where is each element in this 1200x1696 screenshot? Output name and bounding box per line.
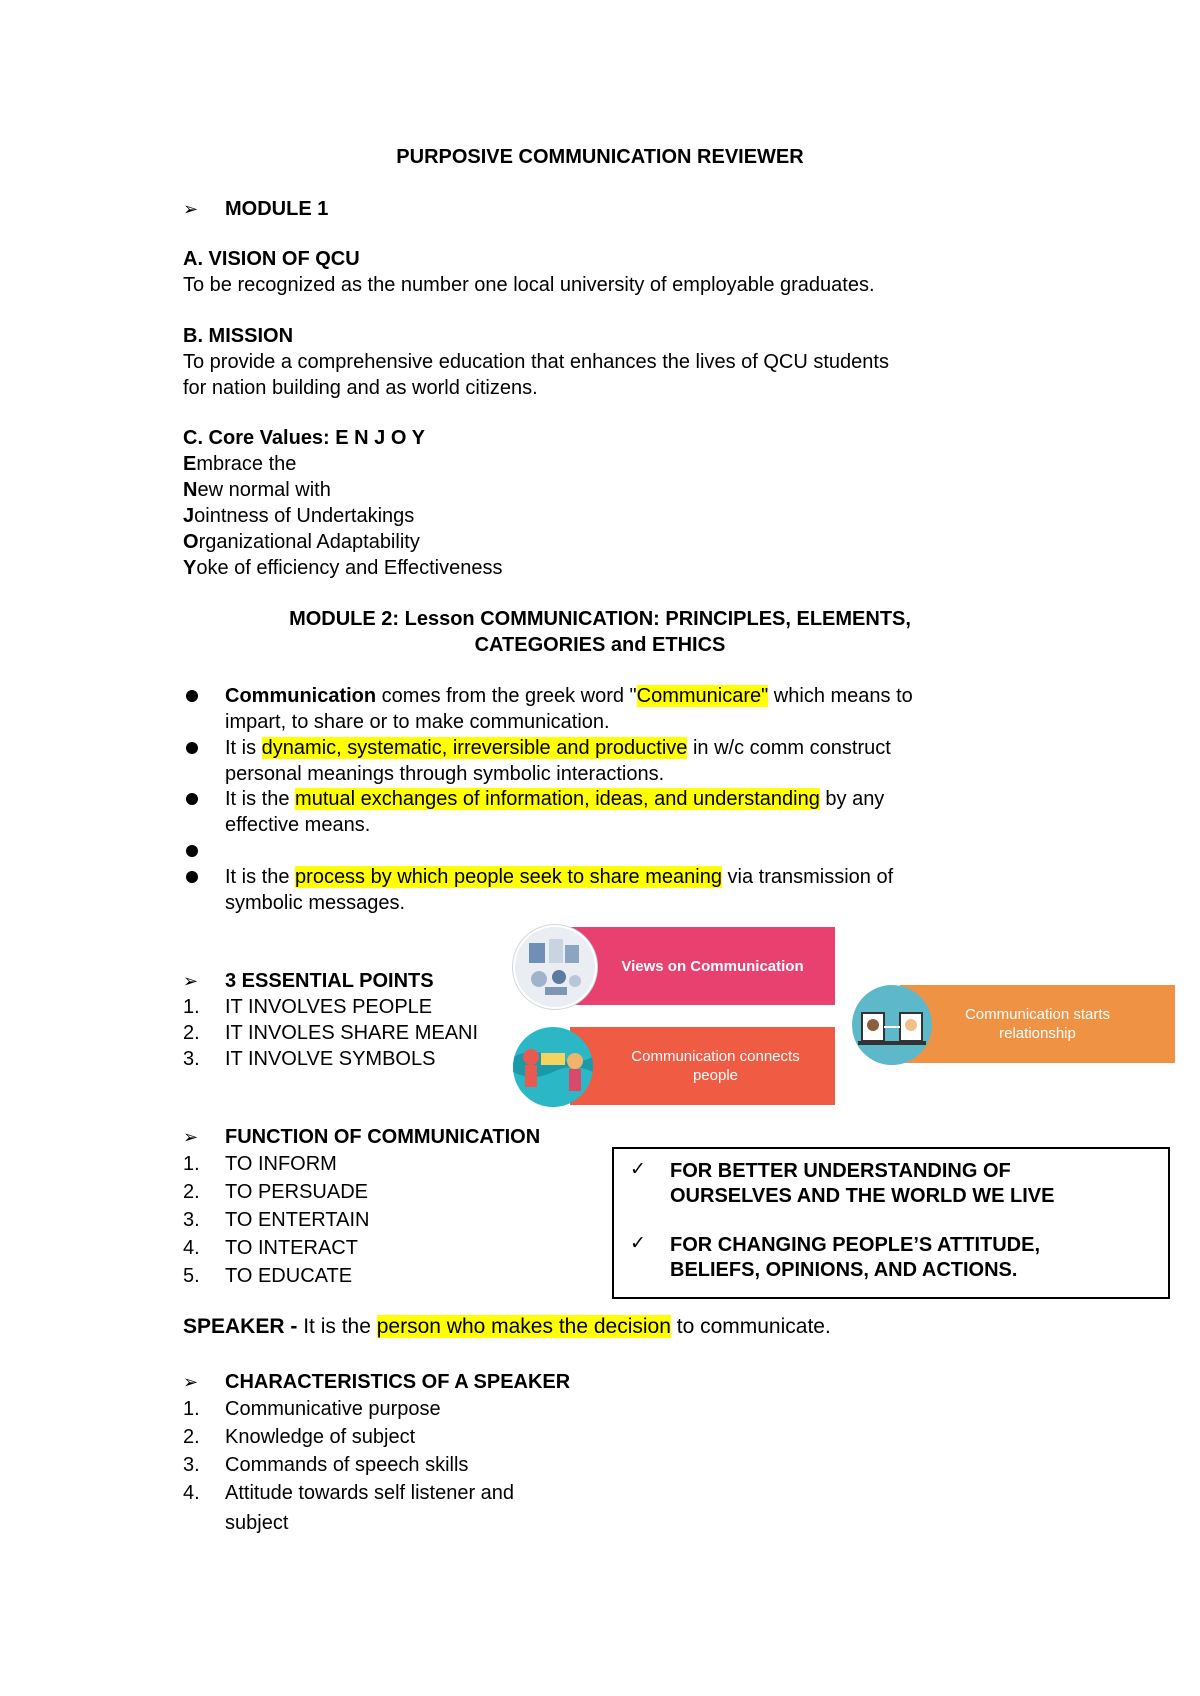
check-item-2-line1: FOR CHANGING PEOPLE’S ATTITUDE, (670, 1234, 1041, 1256)
list-number: 4. (183, 1482, 200, 1504)
mission-heading: B. MISSION (183, 325, 294, 347)
views-illustration-icon (513, 925, 597, 1009)
bullet-process-line1: It is the process by which people seek to share meaning via transmission of (225, 866, 894, 888)
vision-heading: A. VISION OF QCU (183, 248, 360, 270)
function-item: TO PERSUADE (225, 1181, 368, 1203)
list-number: 4. (183, 1237, 200, 1259)
characteristic-item: Knowledge of subject (225, 1426, 416, 1448)
bullet-process-line2: symbolic messages. (225, 892, 406, 914)
arrow-bullet-icon: ➢ (183, 971, 199, 991)
essential-heading: 3 ESSENTIAL POINTS (225, 970, 434, 992)
essential-item: IT INVOLVES PEOPLE (225, 996, 433, 1018)
list-number: 3. (183, 1048, 200, 1070)
connects-illustration-icon (513, 1027, 593, 1107)
bullet-communication-line1: Communication comes from the greek word "Communicare" which means to (225, 685, 913, 707)
bullet-dot-icon (186, 793, 198, 805)
bullet-mutual-line1: It is the mutual exchanges of information, ideas, and understanding by any (225, 788, 885, 810)
core-value-item: Organizational Adaptability (183, 531, 420, 553)
core-value-item: Embrace the (183, 453, 297, 475)
list-number: 1. (183, 1153, 200, 1175)
check-item-1-line2: OURSELVES AND THE WORLD WE LIVE (670, 1185, 1055, 1207)
characteristics-heading: CHARACTERISTICS OF A SPEAKER (225, 1371, 571, 1393)
essential-item: IT INVOLVE SYMBOLS (225, 1048, 436, 1070)
characteristic-item: Communicative purpose (225, 1398, 441, 1420)
bullet-dynamic-line1: It is dynamic, systematic, irreversible and productive in w/c comm construct (225, 737, 891, 759)
module1-heading: MODULE 1 (225, 198, 329, 220)
starts-banner-label: Communication starts relationship (964, 1006, 1111, 1042)
bullet-dot-icon (186, 871, 198, 883)
list-number: 2. (183, 1426, 200, 1448)
function-heading: FUNCTION OF COMMUNICATION (225, 1126, 541, 1148)
vision-text: To be recognized as the number one local university of employable graduates. (183, 274, 875, 296)
speaker-definition: SPEAKER - It is the person who makes the decision to communicate. (183, 1315, 831, 1338)
arrow-bullet-icon: ➢ (183, 1372, 199, 1392)
mission-text-line1: To provide a comprehensive education that enhances the lives of QCU students (183, 351, 889, 373)
connects-banner-label: Communication connects people (631, 1048, 800, 1084)
mission-text-line2: for nation building and as world citizens. (183, 377, 538, 399)
views-banner (570, 927, 835, 1005)
checkmark-icon: ✓ (630, 1233, 646, 1254)
function-item: TO INTERACT (225, 1237, 358, 1259)
characteristic-item: Commands of speech skills (225, 1454, 469, 1476)
starts-banner (900, 985, 1175, 1063)
checkmark-icon: ✓ (630, 1159, 646, 1180)
list-number: 2. (183, 1022, 200, 1044)
starts-illustration-icon (852, 985, 932, 1065)
list-number: 1. (183, 1398, 200, 1420)
bullet-dynamic-line2: personal meanings through symbolic interactions. (225, 763, 665, 785)
page-title: PURPOSIVE COMMUNICATION REVIEWER (396, 146, 804, 168)
connects-banner (570, 1027, 835, 1105)
bullet-communication-line2: impart, to share or to make communication. (225, 711, 610, 733)
list-number: 3. (183, 1209, 200, 1231)
arrow-bullet-icon: ➢ (183, 1127, 199, 1147)
characteristic-item: Attitude towards self listener and (225, 1482, 515, 1504)
list-number: 3. (183, 1454, 200, 1476)
module2-heading-line2: CATEGORIES and ETHICS (474, 634, 726, 656)
check-item-2-line2: BELIEFS, OPINIONS, AND ACTIONS. (670, 1259, 1018, 1281)
core-value-item: New normal with (183, 479, 331, 501)
bullet-dot-icon (186, 690, 198, 702)
list-number: 5. (183, 1265, 200, 1287)
module2-heading-line1: MODULE 2: Lesson COMMUNICATION: PRINCIPLES, ELEMENTS, (289, 608, 911, 630)
function-item: TO EDUCATE (225, 1265, 353, 1287)
bullet-dot-icon (186, 742, 198, 754)
core-values-heading: C. Core Values: E N J O Y (183, 427, 425, 449)
core-value-item: Jointness of Undertakings (183, 505, 415, 527)
bullet-dot-icon (186, 845, 198, 857)
list-number: 1. (183, 996, 200, 1018)
core-value-item: Yoke of efficiency and Effectiveness (183, 557, 503, 579)
function-item: TO INFORM (225, 1153, 337, 1175)
characteristic-item-continuation: subject (225, 1512, 289, 1534)
check-item-1-line1: FOR BETTER UNDERSTANDING OF (670, 1160, 1011, 1182)
arrow-bullet-icon: ➢ (183, 199, 199, 219)
essential-item: IT INVOLES SHARE MEANI (225, 1022, 479, 1044)
function-item: TO ENTERTAIN (225, 1209, 370, 1231)
list-number: 2. (183, 1181, 200, 1203)
bullet-mutual-line2: effective means. (225, 814, 371, 836)
views-banner-label: Views on Communication (621, 957, 804, 975)
